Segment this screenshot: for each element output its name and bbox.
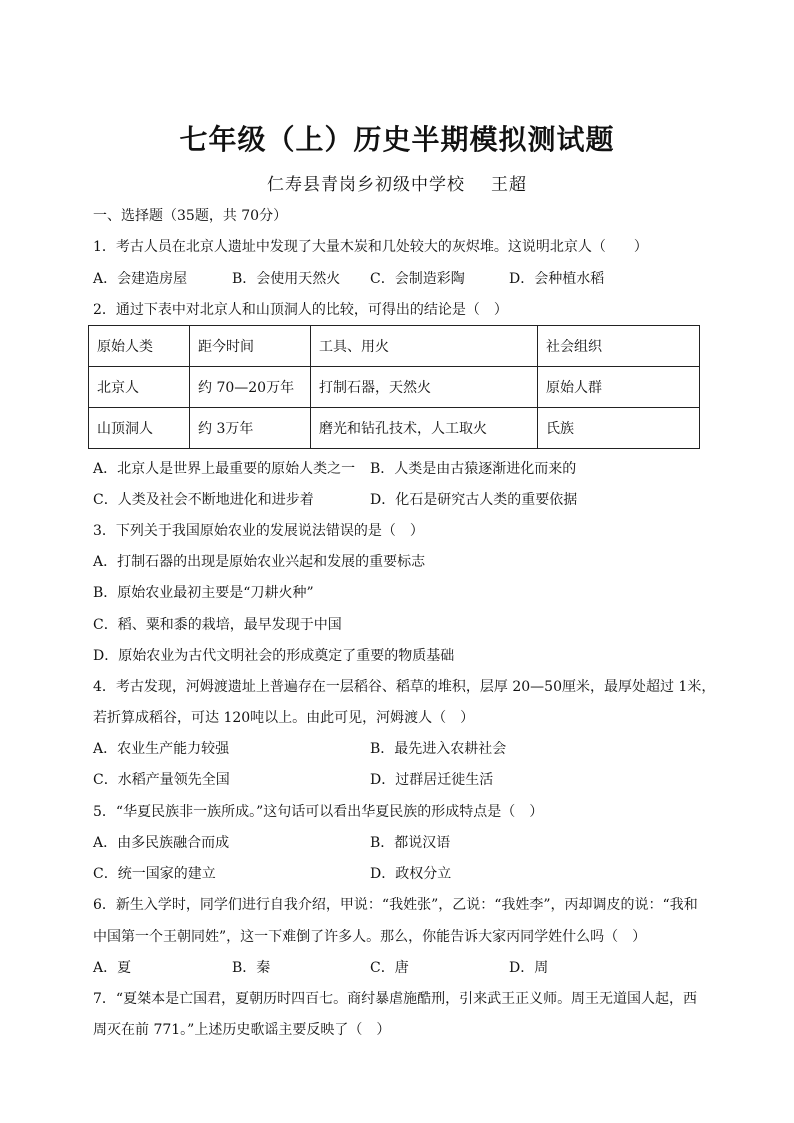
exam-subtitle [0,170,794,195]
table-cell: 氏族 [538,408,700,449]
q4-stem-line1: 4．考古发现，河姆渡遗址上普遍存在一层稻谷、稻草的堆积，层厚 20—50厘米，最厚处超过 1米， [93,679,716,695]
q1-option-b: B．会使用天然火 [232,271,341,287]
table-cell: 磨光和钻孔技术，人工取火 [311,408,538,449]
table-cell: 山顶洞人 [89,408,190,449]
q4-option-b: B．最先进入农耕社会 [370,741,507,757]
table-header-row [89,326,700,367]
q5-option-d: D．政权分立 [370,866,452,882]
q4-option-c: C．水稻产量领先全国 [93,772,230,788]
q2-option-a: A．北京人是世界上最重要的原始人类之一 [93,461,356,477]
q6-option-d: D．周 [509,960,549,976]
q7-stem-line1: 7．“夏桀本是亡国君，夏朝历时四百七。商纣暴虐施酷刑，引来武王正义师。周王无道国人起，西 [93,991,698,1007]
q3-option-b: B．原始农业最初主要是“刀耕火种” [93,585,314,601]
q5-option-b: B．都说汉语 [370,835,451,851]
q2-option-d: D．化石是研究古人类的重要依据 [370,492,578,508]
q4-stem-line2: 若折算成稻谷，可达 120吨以上。由此可见，河姆渡人（ ） [93,710,475,726]
q5-stem: 5．“华夏民族非一族所成。”这句话可以看出华夏民族的形成特点是（ ） [93,804,544,820]
q6-stem-line1: 6．新生入学时，同学们进行自我介绍，甲说：“我姓张”，乙说：“我姓李”，丙却调皮的说：“我和 [93,897,698,913]
q5-option-a: A．由多民族融合而成 [93,835,230,851]
q7-stem-line2: 周灭在前 771。”上述历史歌谣主要反映了（ ） [93,1022,391,1038]
table-header-cell: 工具、用火 [311,326,538,367]
comparison-table [88,325,700,449]
table-cell: 约 3万年 [190,408,311,449]
school-name: 仁寿县青岗乡初级中学校 [267,175,465,195]
table-cell: 北京人 [89,367,190,408]
q4-option-d: D．过群居迁徙生活 [370,772,494,788]
table-cell: 打制石器，天然火 [311,367,538,408]
q3-option-c: C．稻、粟和黍的栽培，最早发现于中国 [93,617,342,633]
q3-option-a: A．打制石器的出现是原始农业兴起和发展的重要标志 [93,554,426,570]
section-heading: 一、选择题（35题，共 70分） [93,208,288,224]
q2-option-c: C．人类及社会不断地进化和进步着 [93,492,314,508]
table-row [89,367,700,408]
q3-stem: 3．下列关于我国原始农业的发展说法错误的是（ ） [93,523,424,539]
exam-title: 七年级（上）历史半期模拟测试题 [179,123,615,156]
q1-option-c: C．会制造彩陶 [370,271,465,287]
q1-option-d: D．会种植水稻 [509,271,605,287]
table-header-cell: 距今时间 [190,326,311,367]
table-row [89,408,700,449]
q2-option-b: B．人类是由古猿逐渐进化而来的 [370,461,577,477]
table-cell: 原始人群 [538,367,700,408]
q4-option-a: A．农业生产能力较强 [93,741,230,757]
author-name: 王超 [491,175,527,195]
table-header-cell: 社会组织 [538,326,700,367]
q3-option-d: D．原始农业为古代文明社会的形成奠定了重要的物质基础 [93,648,455,664]
table-cell: 约 70—20万年 [190,367,311,408]
q6-option-a: A．夏 [93,960,132,976]
q6-option-b: B．秦 [232,960,271,976]
q1-option-a: A．会建造房屋 [93,271,188,287]
q5-option-c: C．统一国家的建立 [93,866,216,882]
table-header-cell: 原始人类 [89,326,190,367]
q2-stem: 2．通过下表中对北京人和山顶洞人的比较，可得出的结论是（ ） [93,302,508,318]
q1-stem: 1．考古人员在北京人遗址中发现了大量木炭和几处较大的灰烬堆。这说明北京人（ ） [93,239,648,255]
q6-stem-line2: 中国第一个王朝同姓”，这一下难倒了许多人。那么，你能告诉大家丙同学姓什么吗（ ） [93,929,647,945]
q6-option-c: C．唐 [370,960,409,976]
